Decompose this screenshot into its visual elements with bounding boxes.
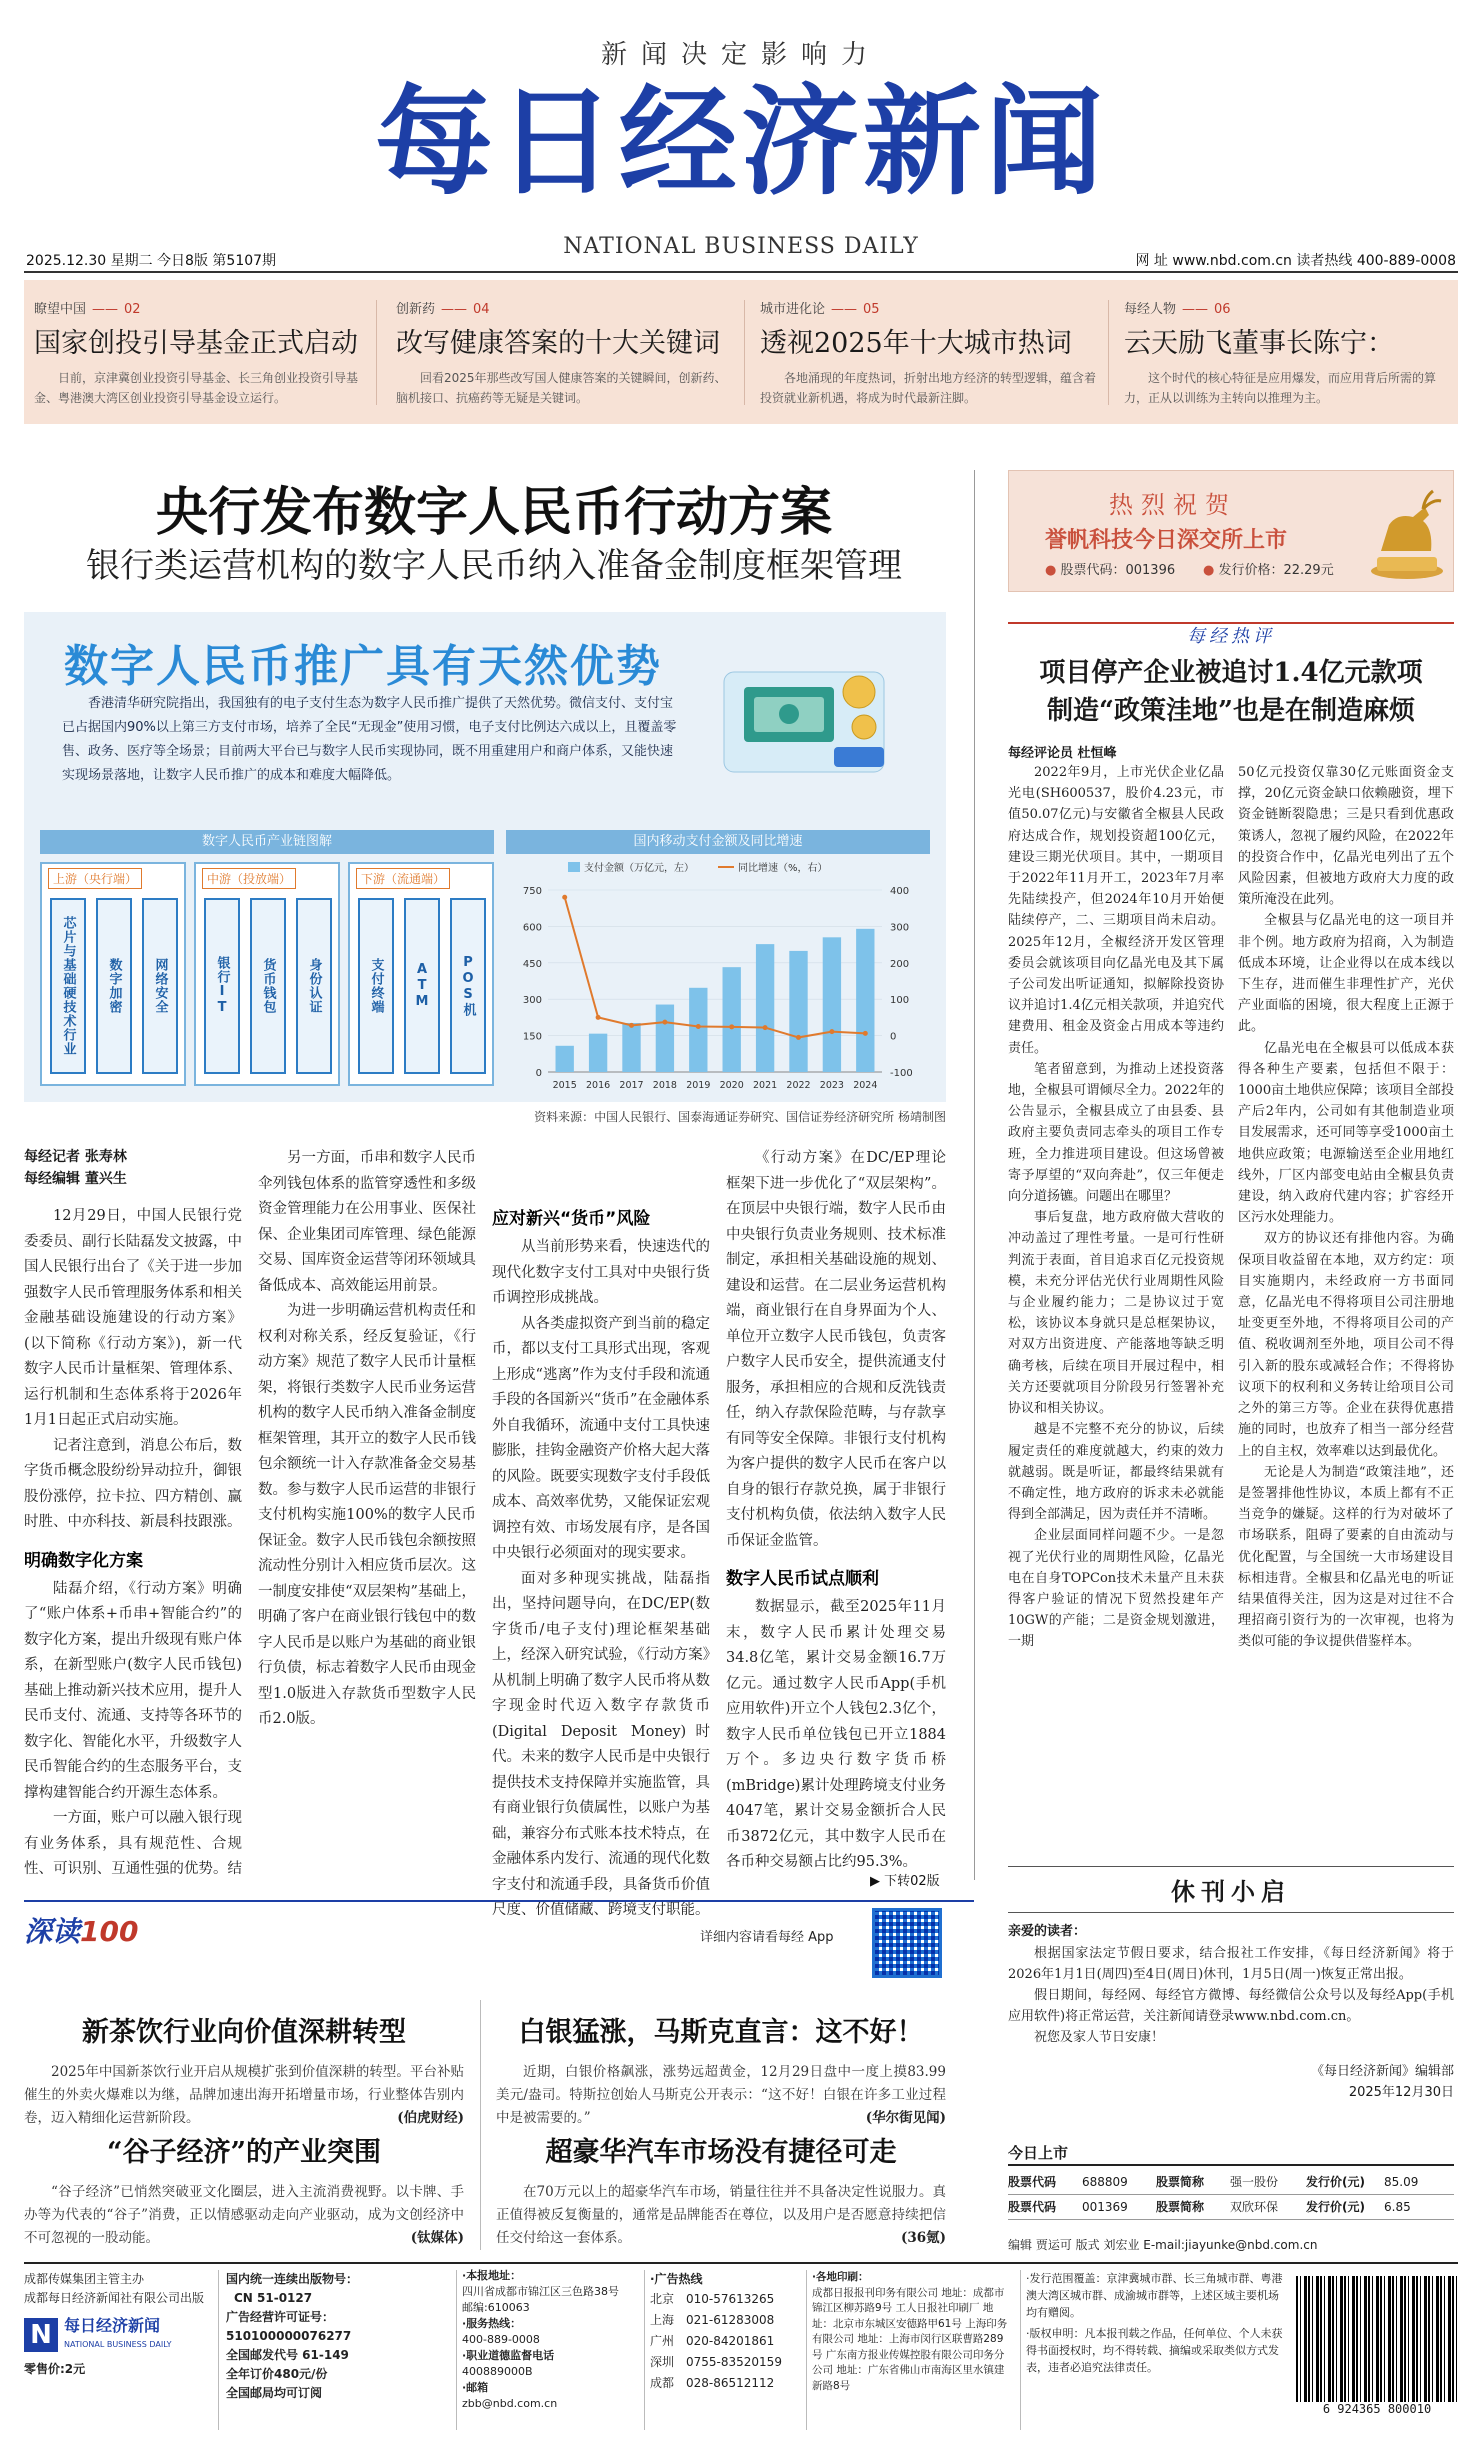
footer-publisher-1: 成都传媒集团主管主办: [24, 2272, 145, 2286]
byline-reporter: 每经记者 张寿林: [24, 1149, 127, 1165]
footer-annual: 全年订价480元/份: [226, 2367, 328, 2381]
footer-ad-hotline-label: ·广告热线: [650, 2272, 703, 2286]
ad-city-tel: 028-86512112: [686, 2376, 775, 2390]
article-col-4: [726, 1146, 946, 1876]
x-tick: 2019: [686, 1080, 711, 1091]
deep-read-source: (伯虎财经): [397, 2110, 464, 2126]
growth-line: [565, 897, 866, 1037]
y-left-tick: 150: [522, 1031, 542, 1043]
deep-read-body-text: 在70万元以上的超豪华汽车市场，销量往往并不具备决定性说服力。真正值得被反复衡量的，通常是品牌能否在尊位，以及用户是否愿意持续把信任交付给这一套体系。: [496, 2184, 946, 2246]
y-left-tick: 450: [522, 958, 542, 970]
guide-section: 创新药: [396, 302, 436, 317]
footer-rights-2: ·版权申明：凡本报刊载之作品，任何单位、个人未获得书面授权时，均不得转载、摘编或采取类似方式发表，违者必追究法律责任。: [1026, 2327, 1283, 2374]
growth-point: [763, 1025, 768, 1030]
ad-city: 广州: [650, 2334, 675, 2348]
ad-city-tel: 021-61283008: [686, 2313, 775, 2327]
footer-report-label: ·职业道德监督电话: [462, 2349, 555, 2362]
footer-printers: [812, 2270, 1012, 2394]
footer-logo-en: NATIONAL BUSINESS DAILY: [64, 2340, 172, 2349]
guide-title: 改写健康答案的十大关键词: [396, 328, 720, 359]
deep-read-body-text: “谷子经济”已悄然突破亚文化圈层，进入主流消费视野。以卡牌、手办等为代表的“谷子”消费，正以情感驱动走向产业驱动，成为文创经济中不可忽视的一股动能。: [24, 2184, 464, 2246]
mobile-payment-chart: [506, 856, 936, 1102]
deep-read-label-text: 深读: [24, 1915, 81, 1948]
x-tick: 2024: [853, 1080, 878, 1091]
masthead-english: NATIONAL BUSINESS DAILY: [563, 234, 919, 259]
footer-service-no: 400-889-0008: [462, 2333, 540, 2346]
article-subhead: 明确数字化方案: [24, 1550, 143, 1571]
y-right-tick: 300: [890, 922, 910, 934]
comment-paragraph: 越是不完整不充分的协议，后续履定责任的难度就越大，约束的效力就越弱。既是听证，都最终结果就有不确定性，地方政府的诉求未必就能得到全部满足，因为责任并不清晰。: [1008, 1422, 1224, 1523]
ipo-cell: 股票简称: [1156, 2200, 1205, 2214]
y-right-tick: 0: [890, 1031, 897, 1043]
notice-body: [1008, 1920, 1454, 2100]
notice-sign: 《每日经济新闻》编辑部: [1310, 2064, 1454, 2079]
y-left-tick: 600: [522, 922, 542, 934]
qr-code[interactable]: [872, 1908, 942, 1978]
footer-post-order: 全国邮局均可订阅: [226, 2386, 323, 2400]
footer-addr: 四川省成都市锦江区三色路38号: [462, 2285, 619, 2298]
ipo-cell: 双欣环保: [1230, 2200, 1279, 2214]
deep-read-item[interactable]: [24, 2010, 464, 2130]
lead-infographic: [24, 612, 946, 1102]
guide-item-2[interactable]: 创新药 —— 04 改写健康答案的十大关键词 回看2025年那些改写国人健康答案的关键瞬间，创新药、脑机接口、抗癌药等无疑是关键词。: [396, 298, 736, 418]
article-col-2: [258, 1146, 476, 1733]
footer-print-text: 成都日报报刊印务有限公司 地址：成都市锦江区柳苏路9号 工人日报社印刷厂 地址：北京市东城区安德路甲61号 上海印务有限公司 地址：上海市闵行区联曹路289号 广东南方报业传媒控股有限公司印务分公司 地址：广东省佛山市南海区里水镇建新路8号: [812, 2286, 1008, 2392]
chart-bar: [823, 937, 841, 1072]
footer-rights-1: ·发行范围覆盖：京津冀城市群、长三角城市群、粤港澳大湾区城市群、成渝城市群等，上述区域主要机场均有赠阅。: [1026, 2272, 1283, 2319]
article-col-1: [24, 1146, 242, 1883]
chain-group: [194, 862, 340, 1086]
guide-section: 每经人物: [1124, 302, 1177, 317]
article-paragraph: 12月29日，中国人民银行党委委员、副行长陆磊发文披露，中国人民银行出台了《关于进一步加强数字人民币管理服务体系和相关金融基础设施建设的行动方案》(以下简称《行动方案》)，新一代数字人民币计量框架、管理体系、运行机制和生态体系将于2026年1月1日起正式启动实施。: [24, 1208, 242, 1428]
comment-headline-2: 制造“政策洼地”也是在制造麻烦: [1047, 696, 1415, 726]
deep-read-body: [496, 2061, 946, 2130]
deep-read-item[interactable]: [24, 2130, 464, 2250]
growth-point: [863, 1031, 868, 1036]
chart-bar: [723, 967, 741, 1072]
chart-bar: [856, 929, 874, 1072]
comment-paragraph: 笔者留意到，为推动上述投资落地，全椒县可谓倾尽全力。2022年的公告显示，全椒县成立了由县委、县政府主要负责同志牵头的项目工作专班，全力推进项目建设。但这场曾被寄予厚望的“双向奔赴”，仅三年便走向分道扬镳。问题出在哪里？: [1008, 1061, 1224, 1205]
phone-money-illustration: [714, 652, 904, 792]
infographic-text: 香港清华研究院指出，我国独有的电子支付生态为数字人民币推广提供了天然优势。微信支付、支付宝已占据国内90%以上第三方支付市场，培养了全民“无现金”使用习惯，电子支付比例达六成以上，且覆盖零售、政务、医疗等全场景；目前两大平台已与数字人民币实现协同，既不用重建用户和商户体系，又能快速实现场景落地，让数字人民币推广的成本和难度大幅降低。: [62, 696, 677, 783]
notice-title: 休刊小启: [1171, 1877, 1291, 1906]
ipo-cell: 001369: [1082, 2200, 1128, 2214]
notice-paragraph: 假日期间，每经网、每经官方微博、每经微信公众号以及每经App(手机应用软件)将正常运营，关注新闻请登录www.nbd.com.cn。: [1008, 1988, 1454, 2024]
contact-info: 网 址 www.nbd.com.cn 读者热线 400-889-0008: [1135, 253, 1456, 269]
comment-tag-text: 每经热评: [1177, 626, 1285, 647]
ipo-cell: 股票代码: [1008, 2200, 1057, 2214]
y-right-tick: 100: [890, 995, 910, 1007]
legend-line-label: 同比增速（%，右）: [738, 863, 828, 874]
footer-rights: [1026, 2270, 1286, 2376]
footer-ad-hotline: [650, 2270, 800, 2394]
ad-code-text: 股票代码：001396: [1060, 563, 1176, 578]
chart-bar: [789, 951, 807, 1072]
ad-city-tel: 020-84201861: [686, 2334, 775, 2348]
legend-bar-label: 支付金额（万亿元，左）: [584, 863, 694, 874]
article-subhead: 应对新兴“货币”风险: [492, 1209, 651, 1229]
y-left-tick: 0: [535, 1068, 542, 1079]
guide-page: 05: [863, 302, 880, 317]
ipo-cell: 688809: [1082, 2175, 1128, 2189]
chain-item: 芯片与基础硬技术行业: [50, 898, 86, 1074]
article-paragraph: 另一方面，币串和数字人民币伞列钱包体系的监管穿透性和多级资金管理能力在公用事业、医保社保、企业集团司库管理、绿色能源交易、国库资金运营等闭环领域具备低成本、高效能运用前景。: [258, 1150, 476, 1294]
footer-logo: [24, 2316, 214, 2354]
comment-col-1: [1008, 762, 1224, 1653]
deep-read-source: (36氪): [900, 2230, 946, 2246]
comment-col-2: [1238, 762, 1454, 1653]
x-tick: 2020: [719, 1080, 744, 1091]
ad-city-row: [650, 2310, 800, 2331]
ad-city-tel: 010-57613265: [686, 2292, 775, 2306]
chart-bar: [556, 1046, 574, 1072]
chain-item: 身份认证: [296, 898, 332, 1074]
guide-page: 02: [124, 302, 141, 317]
footer-addr-label: ·本报地址：: [462, 2269, 522, 2282]
guide-desc: 各地涌现的年度热词，折射出地方经济的转型逻辑，蕴含着投资就业新机遇，将成为时代最新注脚。: [760, 371, 1097, 405]
ad-issue-price: ● 发行价格：22.29元: [1203, 563, 1334, 578]
article-paragraph: 陆磊介绍，《行动方案》明确了“账户体系+币串+智能合约”的数字化方案，提出升级现有账户体系，在新型账户(数字人民币钱包)基础上推动新兴技术应用，提升人民币支付、流通、支持等各环节的数字化、智能化水平，升级数字人民币智能合约的生态服务平台，支撑构建智能合约开源生态体系。: [24, 1580, 242, 1801]
ipo-cell: 85.09: [1384, 2175, 1419, 2189]
footer-cn-no: CN 51-0127: [234, 2291, 313, 2305]
article-paragraph: 记者注意到，消息公布后，数字货币概念股纷纷异动拉升，御银股份涨停，拉卡拉、四方精创、赢时胜、中亦科技、新晨科技跟涨。: [24, 1437, 242, 1530]
ipo-cell: 发行价(元): [1306, 2200, 1365, 2214]
y-right-tick: 200: [890, 958, 910, 970]
growth-point: [696, 1024, 701, 1029]
growth-point: [629, 1023, 634, 1028]
chart-bar: [756, 944, 774, 1072]
chain-group-label: 下游（流通端）: [356, 868, 450, 889]
footer-service-label: ·服务热线：: [462, 2317, 522, 2330]
issue-info: 2025.12.30 星期二 今日8版 第5107期: [26, 253, 277, 269]
ipo-cell: 6.85: [1384, 2200, 1411, 2214]
chart-bar: [589, 1034, 607, 1072]
deep-read-source: (钛媒体): [410, 2230, 464, 2246]
footer-cn-label: 国内统一连续出版物号：: [226, 2272, 359, 2286]
legend-bar-swatch: [568, 862, 580, 872]
comment-tag: [1008, 622, 1454, 648]
chain-title: 数字人民币产业链图解: [40, 830, 494, 854]
growth-point: [596, 1015, 601, 1020]
barcode-bars: [1296, 2276, 1458, 2402]
chain-item: 货币钱包: [250, 898, 286, 1074]
footer-publisher: [24, 2270, 214, 2379]
ad-city: 上海: [650, 2313, 675, 2327]
ad-city-row: [650, 2373, 800, 2394]
footer-publisher-2: 成都每日经济新闻社有限公司出版: [24, 2291, 205, 2305]
notice-paragraph: 根据国家法定节假日要求，结合报社工作安排，《每日经济新闻》将于2026年1月1日(周四)至4日(周日)休刊，1月5日(周一)恢复正常出报。: [1008, 1946, 1454, 1982]
chain-group-label: 上游（央行端）: [48, 868, 142, 889]
deep-read-title: 超豪华汽车市场没有捷径可走: [545, 2137, 897, 2168]
guide-desc: 回看2025年那些改写国人健康答案的关键瞬间，创新药、脑机接口、抗癌药等无疑是关键词。: [396, 371, 727, 405]
ad-city: 成都: [650, 2376, 675, 2390]
growth-point: [796, 1035, 801, 1040]
ad-price-text: 发行价格：22.29元: [1218, 563, 1334, 578]
deep-read-body-text: 2025年中国新茶饮行业开启从规模扩张到价值深耕的转型。平台补贴催生的外卖火爆难以为继，品牌加速出海开拓增量市场，行业整体告别内卷，迈入精细化运营新阶段。: [24, 2064, 464, 2126]
chain-item: POS机: [450, 898, 486, 1074]
ad-city-tel: 0755-83520159: [686, 2355, 782, 2369]
masthead-slogan: 新闻决定影响力: [600, 40, 881, 70]
growth-point: [729, 1024, 734, 1029]
ipo-cell: 股票代码: [1008, 2175, 1057, 2189]
guide-desc: 日前，京津冀创业投资引导基金、长三角创业投资引导基金、粤港澳大湾区创业投资引导基金设立运行。: [34, 371, 359, 405]
footer-report-no: 400889000B: [462, 2365, 533, 2378]
continued-label: 下转02版: [884, 1874, 940, 1889]
guide-title: 云天励飞董事长陈宁：: [1124, 328, 1394, 359]
ad-city-row: [650, 2331, 800, 2352]
article-paragraph: 为进一步明确运营机构责任和权利对称关系，经反复验证，《行动方案》规范了数字人民币计量框架，将银行类数字人民币业务运营机构的数字人民币纳入准备金制度框架管理，其开立的数字人民币钱包余额统一计入存款准备金交易基数。参与数字人民币运营的非银行支付机构实施100%的数字人民币保证金。数字人民币钱包余额按照流动性分别计入相应货币层次。这一制度安排使“双层架构”基础上，明确了客户在商业银行钱包中的数字人民币是以账户为基础的商业银行负债，标志着数字人民币由现金型1.0版进入存款货币型数字人民币2.0版。: [258, 1303, 476, 1727]
comment-paragraph: 无论是人为制造“政策洼地”，还是签署排他性协议，本质上都有不正当竞争的嫌疑。这样的行为对破坏了市场联系，阻碍了要素的自由流动与优化配置，与全国统一大市场建设目标相违背。全椒县和亿晶光电的听证结果值得关注，因为这是对过往不合理招商引资行为的一次审视，也将为类似可能的争议提供借鉴样本。: [1238, 1464, 1454, 1650]
footer-post-code: 全国邮发代号 61-149: [226, 2348, 349, 2362]
deep-read-title: 白银猛涨，马斯克直言：这不好！: [518, 2017, 924, 2048]
comment-headline-1: 项目停产企业被追讨1.4亿元款项: [1039, 658, 1423, 688]
y-left-tick: 750: [522, 886, 542, 897]
ipo-table: [1008, 2170, 1454, 2220]
deep-read-body: [496, 2181, 946, 2250]
deep-read-title: 新茶饮行业向价值深耕转型: [82, 2017, 406, 2048]
deep-read-title: “谷子经济”的产业突围: [106, 2137, 382, 2168]
growth-point: [829, 1029, 834, 1034]
guide-page: 04: [473, 302, 490, 317]
article-col-3: [492, 1146, 710, 1924]
chain-group: [348, 862, 494, 1086]
guide-section: 瞭望中国: [34, 302, 87, 317]
chain-item: 支付终端: [358, 898, 394, 1074]
ipo-cell: 强一股份: [1230, 2175, 1279, 2189]
article-subhead: 数字人民币试点顺利: [726, 1569, 879, 1589]
guide-title: 国家创投引导基金正式启动: [34, 328, 358, 359]
comment-paragraph: 事后复盘，地方政府做大营收的冲动盖过了理性考量。一是可行性研判流于表面，首目追求百亿元投资规模，未充分评估光伏行业周期性风险与企业履约能力；二是协议过于宽松，该协议本身就只是总框架协议，对双方出资进度、产能落地等缺乏明确考核，后续在项目开展过程中，相关方还要就项目分阶段另行签署补充协议和相关协议。: [1008, 1210, 1224, 1417]
infographic-title: 数字人民币推广具有天然优势: [64, 641, 662, 692]
x-tick: 2022: [786, 1080, 811, 1091]
comment-paragraph: 全椒县与亿晶光电的这一项目并非个例。地方政府为招商，入为制造低成本环境，让企业得以在成本线以下生存，进而催生非理性扩产，光伏产业面临的困境，很大程度上正源于此。: [1238, 913, 1454, 1035]
footer-zip: 邮编:610063: [462, 2301, 530, 2314]
page-editor: 编辑 贾运可 版式 刘宏业 E-mail:jiayunke@nbd.com.cn: [1008, 2238, 1318, 2252]
footer-logo-cn: 每日经济新闻: [64, 2316, 161, 2335]
barcode-number: 6 924365 800010: [1322, 2402, 1432, 2416]
deep-read-label-num: 100: [80, 1915, 139, 1948]
article-paragraph: 《行动方案》在DC/EP理论框架下进一步优化了“双层架构”。在顶层中央银行端，数字人民币由中央银行负责业务规则、技术标准制定，承担相关基础设施的规划、建设和运营。在二层业务运营机构端，商业银行在自身界面为个人、单位开立数字人民币钱包，负责客户数字人民币安全，提供流通支付服务，承担相应的合规和反洗钱责任，纳入存款保险范畴，与存款享有同等安全保障。非银行支付机构为客户提供的数字人民币在客户以自身的银行存款兑换，属于非银行支付机构负债，依法纳入数字人民币保证金监管。: [726, 1150, 946, 1549]
chart-bar: [622, 1023, 640, 1072]
footer-price: 零售价:2元: [24, 2362, 86, 2376]
comment-paragraph: 2022年9月，上市光伏企业亿晶光电(SH600537，股价4.23元，市值50.07亿元)与安徽省全椒县人民政府达成合作，规划投资超100亿元，建设三期光伏项目。其中，一期项目于2022年11月开工，2023年7月率先陆续投产，但2024年10月开始便陆续停产，二、三期项目尚未启动。2025年12月，全椒经济开发区管理委员会就该项目向亿晶光电及其下属子公司发出听证通知，拟解除投资协议并追讨1.4亿元相关款项，并追究代建费用、租金及资金占用成本等违约责任。: [1008, 765, 1224, 1056]
deep-read-item[interactable]: [496, 2010, 946, 2130]
x-tick: 2018: [652, 1080, 677, 1091]
ipo-cell: 发行价(元): [1306, 2175, 1365, 2189]
article-paragraph: 一方面，账户可以融入银行现有业务体系，具有规范性、合规性、可识别、互通性强的优势。结: [24, 1810, 242, 1877]
chain-group: [40, 862, 186, 1086]
infographic-source: 资料来源：中国人民银行、国泰海通证券研究、国信证券经济研究所 杨靖制图: [534, 1110, 946, 1124]
comment-paragraph: 双方的协议还有排他内容。为确保项目收益留在本地，双方约定：项目实施期内，未经政府一方书面同意，亿晶光电不得将项目公司注册地址变更至外地，不得将项目公司的产值、税收调剂至外地，项目公司不得引入新的股东或减轻合作；不得将协议项下的权利和义务转让给项目公司之外的第三方等。企业在获得优惠措施的同时，也放弃了相当一部分经营上的自主权，效率难以达到最优化。: [1238, 1231, 1454, 1459]
ad-greeting: 热烈祝贺: [1109, 491, 1237, 519]
guide-item-1[interactable]: 瞭望中国 —— 02 国家创投引导基金正式启动 日前，京津冀创业投资引导基金、长三角创业投资引导基金、粤港澳大湾区创业投资引导基金设立运行。: [34, 298, 364, 418]
ipo-title: 今日上市: [1008, 2144, 1069, 2162]
bull-icon: [1367, 485, 1447, 585]
deep-read-item[interactable]: [496, 2130, 946, 2250]
x-tick: 2021: [753, 1080, 778, 1091]
ad-stock-code: ● 股票代码：001396: [1045, 563, 1176, 578]
lead-subhead: 银行类运营机构的数字人民币纳入准备金制度框架管理: [86, 546, 902, 586]
y-left-tick: 300: [522, 995, 542, 1007]
comment-byline: 每经评论员 杜恒峰: [1008, 746, 1117, 761]
chain-group-label: 中游（投放端）: [202, 868, 296, 889]
guide-title: 透视2025年十大城市热词: [760, 328, 1072, 359]
footer-print-label: ·各地印刷：: [812, 2271, 869, 2283]
guide-item-4[interactable]: 每经人物 —— 06 云天励飞董事长陈宁： 这个时代的核心特征是应用爆发，而应用背后所需的算力，正从以训练为主转向以推理为主。: [1124, 298, 1454, 418]
logo-mark-icon: N: [24, 2318, 58, 2352]
ad-city-row: [650, 2289, 800, 2310]
masthead-title: 每日经济新闻: [374, 73, 1107, 211]
ad-city: 北京: [650, 2292, 675, 2306]
footer-address: [462, 2268, 642, 2412]
article-paragraph: 从当前形势来看，快速迭代的现代化数字支付工具对中央银行货币调控形成挑战。: [492, 1239, 710, 1306]
y-right-tick: -100: [890, 1068, 913, 1079]
deep-read-body: [24, 2061, 464, 2130]
guide-page: 06: [1214, 302, 1231, 317]
ad-city-row: [650, 2352, 800, 2373]
chain-item: 网络安全: [142, 898, 178, 1074]
ipo-cell: 股票简称: [1156, 2175, 1205, 2189]
deep-read-body-text: 近期，白银价格飙涨，涨势远超黄金，12月29日盘中一度上摸83.99美元/盎司。特斯拉创始人马斯克公开表示：“这不好！白银在许多工业过程中是被需要的。”: [496, 2064, 946, 2126]
y-right-tick: 400: [890, 886, 910, 897]
growth-point: [662, 1020, 667, 1025]
notice-date: 2025年12月30日: [1348, 2085, 1454, 2100]
article-paragraph: 数据显示，截至2025年11月末，数字人民币累计处理交易34.8亿笔，累计交易金额16.7万亿元。通过数字人民币App(手机应用软件)开立个人钱包2.3亿个，数字人民币单位钱包已开立1884万个。多边央行数字货币桥(mBridge)累计处理跨境支付业务4047笔，累计交易金额折合人民币3872亿元，其中数字人民币在各币种交易额占比约95.3%。: [726, 1599, 946, 1870]
comment-paragraph: 企业层面同样问题不少。一是忽视了光伏行业的周期性风险，亿晶光电在自身TOPCon技术未量产且未获得客户验证的情况下贸然投建年产10GW的产能；二是资金规划激进，一期: [1008, 1528, 1224, 1650]
deep-read-body: [24, 2181, 464, 2250]
guide-section: 城市进化论: [760, 302, 826, 317]
footer-ad-license: 广告经营许可证号：510100000076277: [226, 2310, 352, 2343]
chart-bar: [656, 1005, 674, 1072]
guide-desc: 这个时代的核心特征是应用爆发，而应用背后所需的算力，正从以训练为主转向以推理为主。: [1124, 371, 1437, 405]
continued-link[interactable]: ▶ 下转02版: [870, 1874, 940, 1889]
x-tick: 2023: [819, 1080, 844, 1091]
chain-item: 数字加密: [96, 898, 132, 1074]
x-tick: 2017: [619, 1080, 644, 1091]
chart-title: 国内移动支付金额及同比增速: [506, 830, 930, 854]
byline-editor: 每经编辑 董兴生: [24, 1171, 127, 1187]
ad-city: 深圳: [650, 2355, 675, 2369]
guide-item-3[interactable]: 城市进化论 —— 05 透视2025年十大城市热词 各地涌现的年度热词，折射出地方经济的转型逻辑，蕴含着投资就业新机遇，将成为时代最新注脚。: [760, 298, 1100, 418]
deep-read-source: (华尔街见闻): [865, 2110, 946, 2126]
footer-email-label: ·邮箱: [462, 2381, 489, 2394]
notice-paragraph: 祝您及家人节日安康！: [1034, 2030, 1165, 2045]
footer-email: zbb@nbd.com.cn: [462, 2397, 558, 2410]
comment-paragraph: 亿晶光电在全椒县可以低成本获得各种生产要素，包括但不限于：1000亩土地供应保障；该项目全部投产后2年内，公司如有其他制造业项目发展需求，还可同等享受1000亩土地供应政策；电源输送至企业用地红线外，厂区内部变电站由全椒县负责建设，纳入政府代建内容；扩容经开区污水处理能力。: [1238, 1040, 1454, 1226]
notice-greeting: 亲爱的读者：: [1008, 1924, 1087, 1939]
x-tick: 2016: [586, 1080, 611, 1091]
comment-paragraph: 50亿元投资仅靠30亿元账面资金支撑，20亿元资金缺口依赖融资，埋下资金链断裂隐患；三是只看到优惠政策诱人，忽视了履约风险，在2022年的投资合作中，亿晶光电列出了五个风险因素，但被地方政府大力度的政策所淹没在此列。: [1238, 765, 1454, 908]
x-tick: 2015: [552, 1080, 577, 1091]
ipo-row: [1008, 2170, 1454, 2195]
barcode: [1296, 2276, 1458, 2426]
article-paragraph: 从各类虚拟资产到当前的稳定币，都以支付工具形式出现，客观上形成“逃离”作为支付手段和流通手段的各国新兴“货币”在金融体系外自我循环，流通中支付工具快速膨胀，挂钩金融资产价格大起大落的风险。既要实现数字支付手段低成本、高效率优势，又能保证宏观调控有效、市场发展有序，是各国中央银行必须面对的现实要求。: [492, 1315, 710, 1561]
chart-bar: [689, 988, 707, 1072]
article-paragraph: 面对多种现实挑战，陆磊指出，坚持问题导向，在DC/EP(数字货币/电子支付)理论框架基础上，经深入研究试验，《行动方案》从机制上明确了数字人民币将从数字现金时代迈入数字存款货币(Digital Deposit Money)时代。未来的数字人民币是中央银行提供技术支持保障并实施监管，具有商业银行负债属性，以账户为基础，兼容分布式账本技术特点，在金融体系内发行、流通的现代化数字支付和流通手段，具备货币价值尺度、价值储藏、跨境支付职能。: [492, 1570, 710, 1918]
growth-point: [562, 895, 567, 900]
footer-registration: [226, 2270, 446, 2403]
ipo-row: [1008, 2195, 1454, 2220]
chain-item: 银行IT: [204, 898, 240, 1074]
deep-read-hint: 详细内容请看每经 App: [700, 1930, 834, 1945]
ipo-congrats-ad: [1008, 470, 1454, 592]
comment-headline: [1008, 654, 1454, 730]
lead-headline: 央行发布数字人民币行动方案: [155, 482, 832, 543]
chain-item: ATM: [404, 898, 440, 1074]
ad-title: 誉帆科技今日深交所上市: [1045, 528, 1288, 553]
deep-read-label: [24, 1910, 138, 1950]
